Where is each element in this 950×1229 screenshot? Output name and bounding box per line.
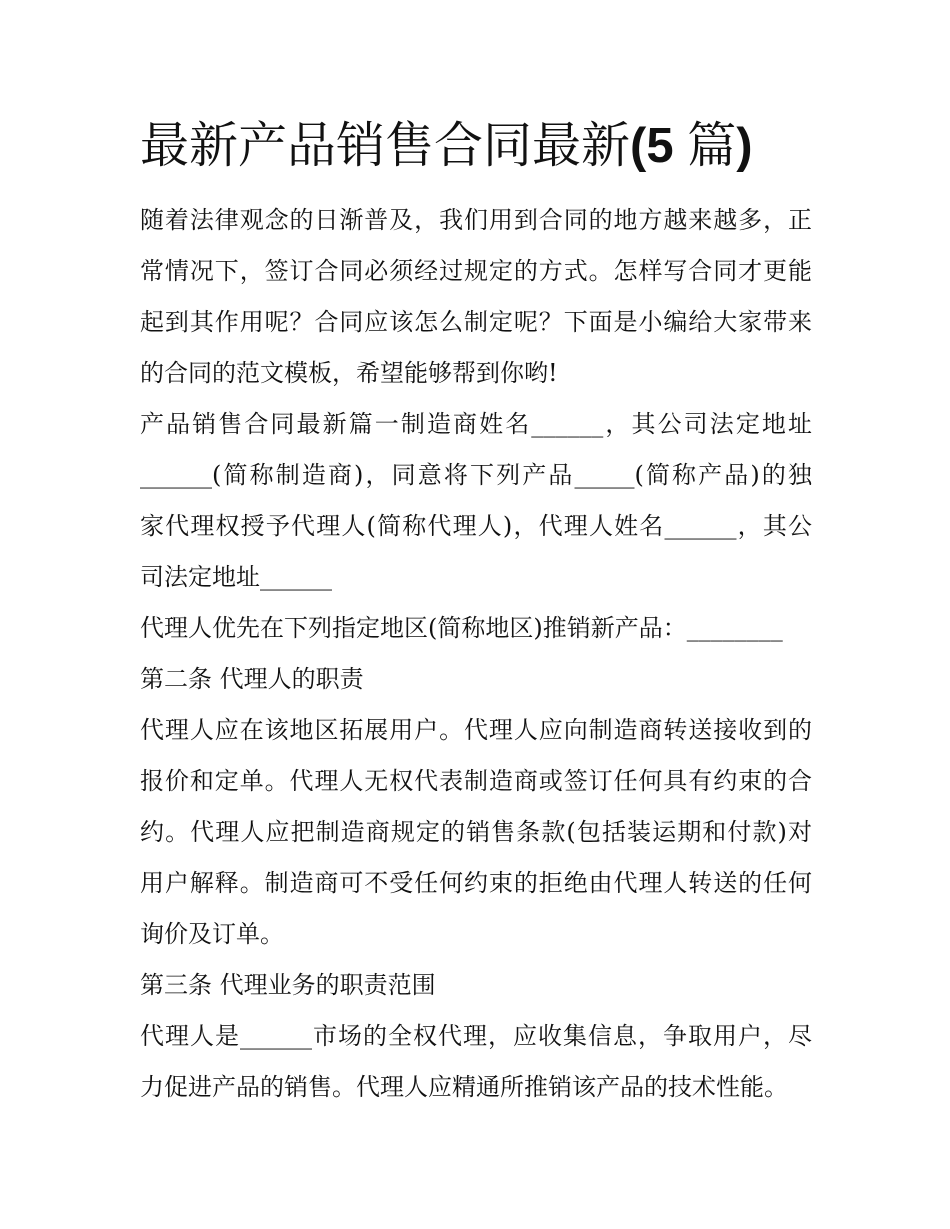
document-page [140, 112, 812, 1113]
document-title-main: 最新产品销售合同最新 [140, 117, 631, 174]
paragraph-line: 代理人应在该地区拓展用户。代理人应向制造商转送接收到的 [140, 716, 812, 744]
document-title-suffix-open: (5 [630, 119, 688, 173]
paragraph-line: 力促进产品的销售。代理人应精通所推销该产品的技术性能。 [140, 1073, 788, 1101]
paragraph-line: 约。代理人应把制造商规定的销售条款(包括装运期和付款)对 [140, 818, 812, 846]
document-title-suffix-word: 篇 [687, 117, 737, 174]
paragraph-line: 家代理权授予代理人(简称代理人)，代理人姓名______，其公 [140, 512, 812, 540]
paragraph [140, 195, 812, 399]
paragraph [140, 603, 812, 654]
paragraph-line: 产品销售合同最新篇一制造商姓名______，其公司法定地址 [140, 410, 812, 438]
paragraph [140, 1011, 812, 1113]
document-body [140, 195, 812, 1113]
paragraph [140, 960, 812, 1011]
paragraph-line: 的合同的范文模板，希望能够帮到你哟! [140, 359, 558, 387]
paragraph-line: 代理人是______市场的全权代理，应收集信息，争取用户，尽 [140, 1022, 812, 1050]
document-title [140, 112, 812, 180]
paragraph [140, 705, 812, 960]
paragraph [140, 654, 812, 705]
paragraph-line: 随着法律观念的日渐普及，我们用到合同的地方越来越多，正 [140, 206, 812, 234]
paragraph-line: 第二条 代理人的职责 [140, 665, 364, 693]
paragraph-line: 用户解释。制造商可不受任何约束的拒绝由代理人转送的任何 [140, 869, 812, 897]
paragraph [140, 399, 812, 603]
paragraph-line: 代理人优先在下列指定地区(简称地区)推销新产品：________ [140, 614, 783, 642]
document-title-suffix-close: ) [736, 119, 753, 173]
paragraph-line: 第三条 代理业务的职责范围 [140, 971, 436, 999]
paragraph-line: 报价和定单。代理人无权代表制造商或签订任何具有约束的合 [140, 767, 812, 795]
paragraph-line: 常情况下，签订合同必须经过规定的方式。怎样写合同才更能 [140, 257, 812, 285]
paragraph-line: 询价及订单。 [140, 920, 284, 948]
paragraph-line: 司法定地址______ [140, 563, 332, 591]
paragraph-line: ______(简称制造商)，同意将下列产品_____(简称产品)的独 [140, 461, 812, 489]
paragraph-line: 起到其作用呢？合同应该怎么制定呢？下面是小编给大家带来 [140, 308, 812, 336]
